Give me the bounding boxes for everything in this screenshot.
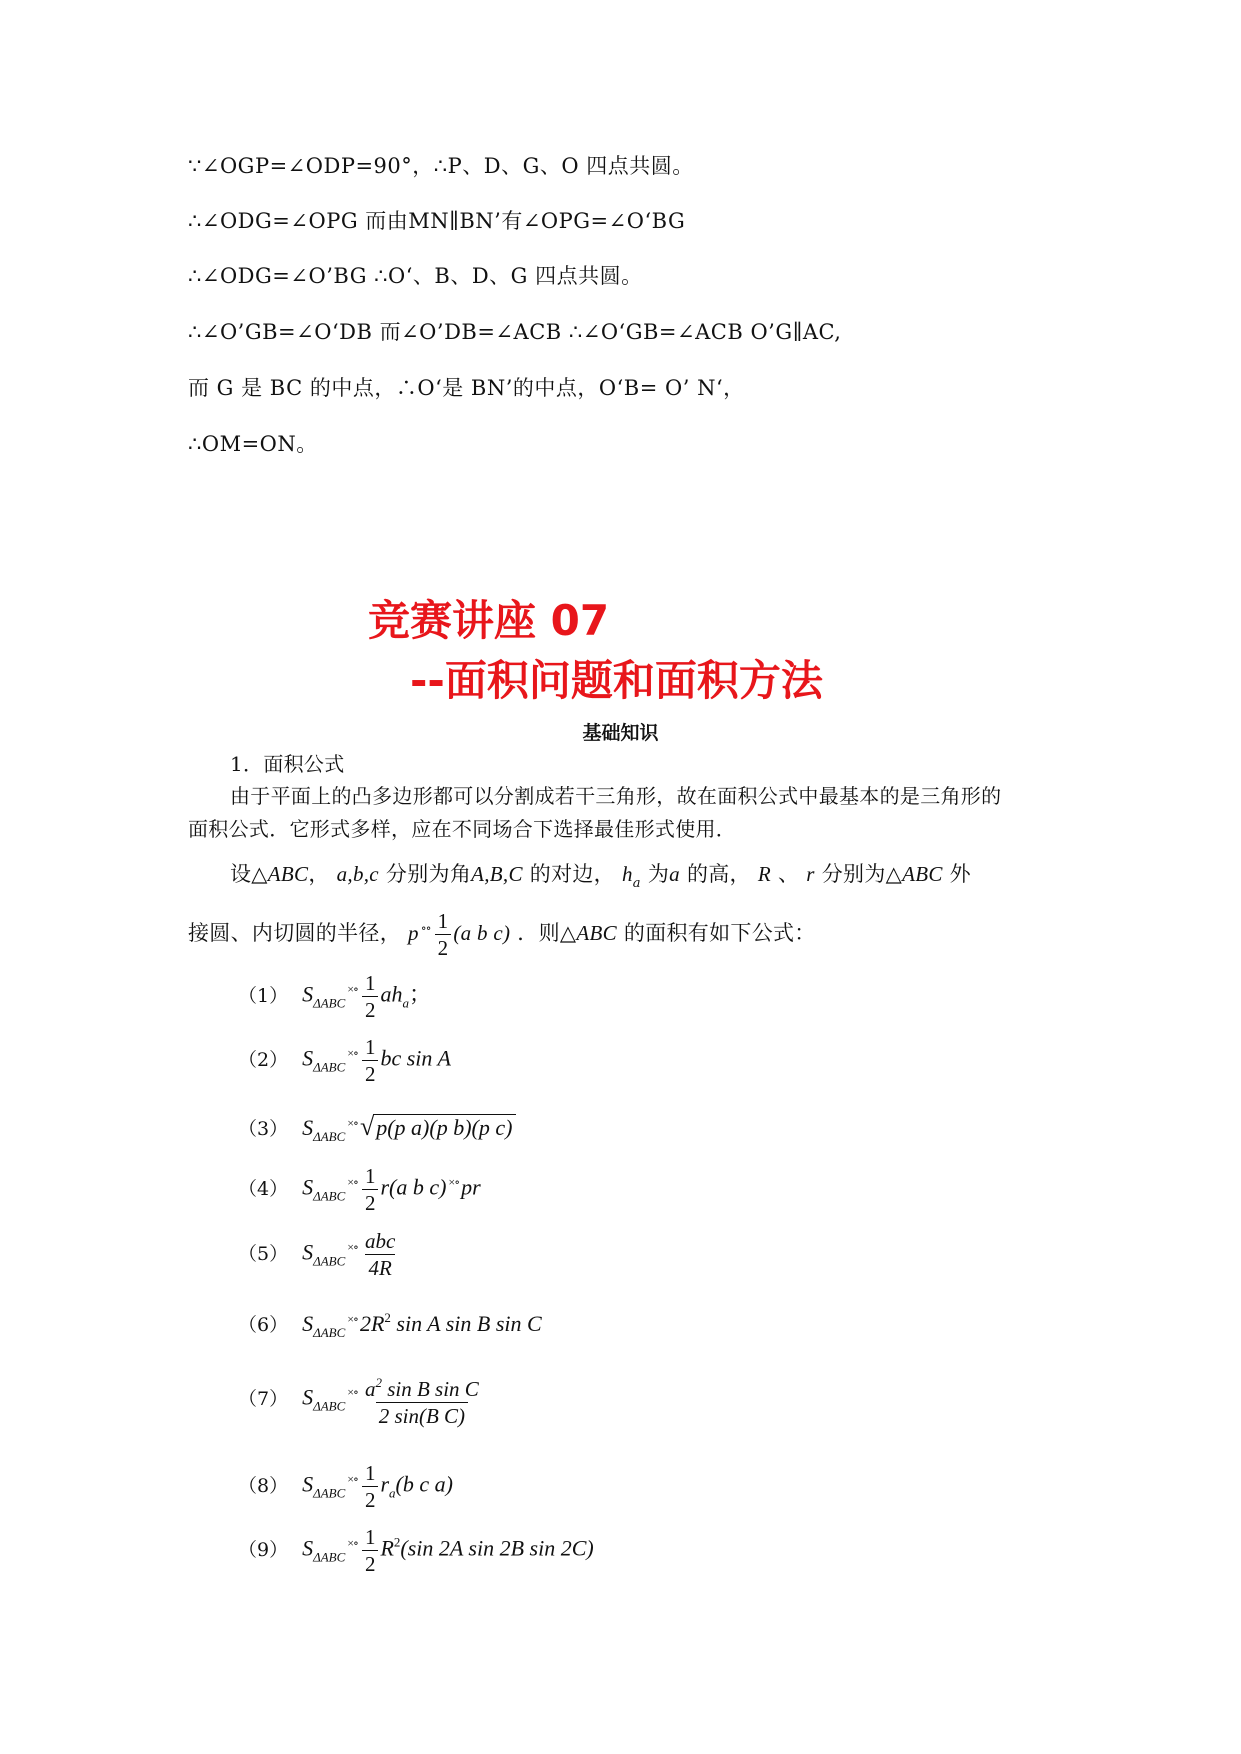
lecture-subtitle: --面积问题和面积方法 — [410, 656, 823, 705]
formula-8: （8） $S_{\Delta ABC}^{\times\circ}$ $\frac{1}{2}$ $r_a(b$ c a) — [238, 1461, 453, 1512]
proof-line-6: ∴OM=ON。 — [188, 432, 318, 456]
formula-9: （9） $S_{\Delta ABC}^{\times\circ}$ $\frac{1}{2}$ $R^2(\sin$ 2A sin 2B sin 2C) — [238, 1525, 594, 1576]
intro-paragraph-line-1: 由于平面上的凸多边形都可以分割成若干三角形，故在面积公式中最基本的是三角形的 — [230, 784, 1002, 808]
lecture-title: 竞赛讲座 07 — [368, 596, 610, 645]
formula-4: （4） $S_{\Delta ABC}^{\times\circ}$ $\frac{1}{2}$ r(a b c) ×∘pr — [238, 1164, 481, 1215]
formula-1: （1） $S_{\Delta ABC}^{\times\circ}$ $\frac{1}{2}$ $ah_a$； — [238, 971, 431, 1022]
proof-line-3: ∴∠ODG=∠O’BG ∴O‘、B、D、G 四点共圆。 — [188, 264, 643, 288]
proof-line-4: ∴∠O’GB=∠O‘DB 而∠O’DB=∠ACB ∴∠O‘GB=∠ACB O’G∥AC, — [188, 320, 842, 344]
proof-line-2: ∴∠ODG=∠OPG 而由MN∥BN’有∠OPG=∠O‘BG — [188, 209, 686, 233]
setup-line-1: 设△ABC， a,b,c 分别为角A,B,C 的对边， $h_a$ 为a 的高， R 、 r 分别为△ABC 外 — [230, 862, 971, 891]
formula-2: （2） $S_{\Delta ABC}^{\times\circ}$ $\frac{1}{2}$ bc sin A — [238, 1035, 451, 1086]
setup-line-2: 接圆、内切圆的半径， p ∘∘ $\frac{1}{2}$ (a b c) ．则△ABC 的面积有如下公式： — [188, 909, 816, 960]
intro-paragraph-line-2: 面积公式．它形式多样，应在不同场合下选择最佳形式使用． — [188, 817, 737, 841]
fraction-half: $\frac{1}{2}$ — [435, 908, 452, 961]
formula-7: （7） $S_{\Delta ABC}^{\times\circ}$ $\frac{a^2 \sin B \sin C}{\text{2 sin(B C)}}$ — [238, 1375, 479, 1428]
section-heading: 基础知识 — [582, 722, 659, 744]
proof-line-1: ∵∠OGP=∠ODP=90°，∴P、D、G、O 四点共圆。 — [188, 154, 694, 178]
formula-6: （6） $S_{\Delta ABC}^{\times\circ}2R^2$ sin A sin B sin C — [238, 1310, 542, 1340]
proof-line-5: 而 G 是 BC 的中点，∴O‘是 BN’的中点，O‘B= O’ N‘， — [188, 376, 745, 400]
formula-3: （3） $S_{\Delta ABC}^{\times\circ}√p(p$ a)(p b)(p c) — [238, 1112, 516, 1145]
item-heading: 1．面积公式 — [230, 752, 345, 776]
formula-5: （5） $S_{\Delta ABC}^{\times\circ}$ $\frac{\text{abc}}{4R}$ — [238, 1229, 396, 1280]
